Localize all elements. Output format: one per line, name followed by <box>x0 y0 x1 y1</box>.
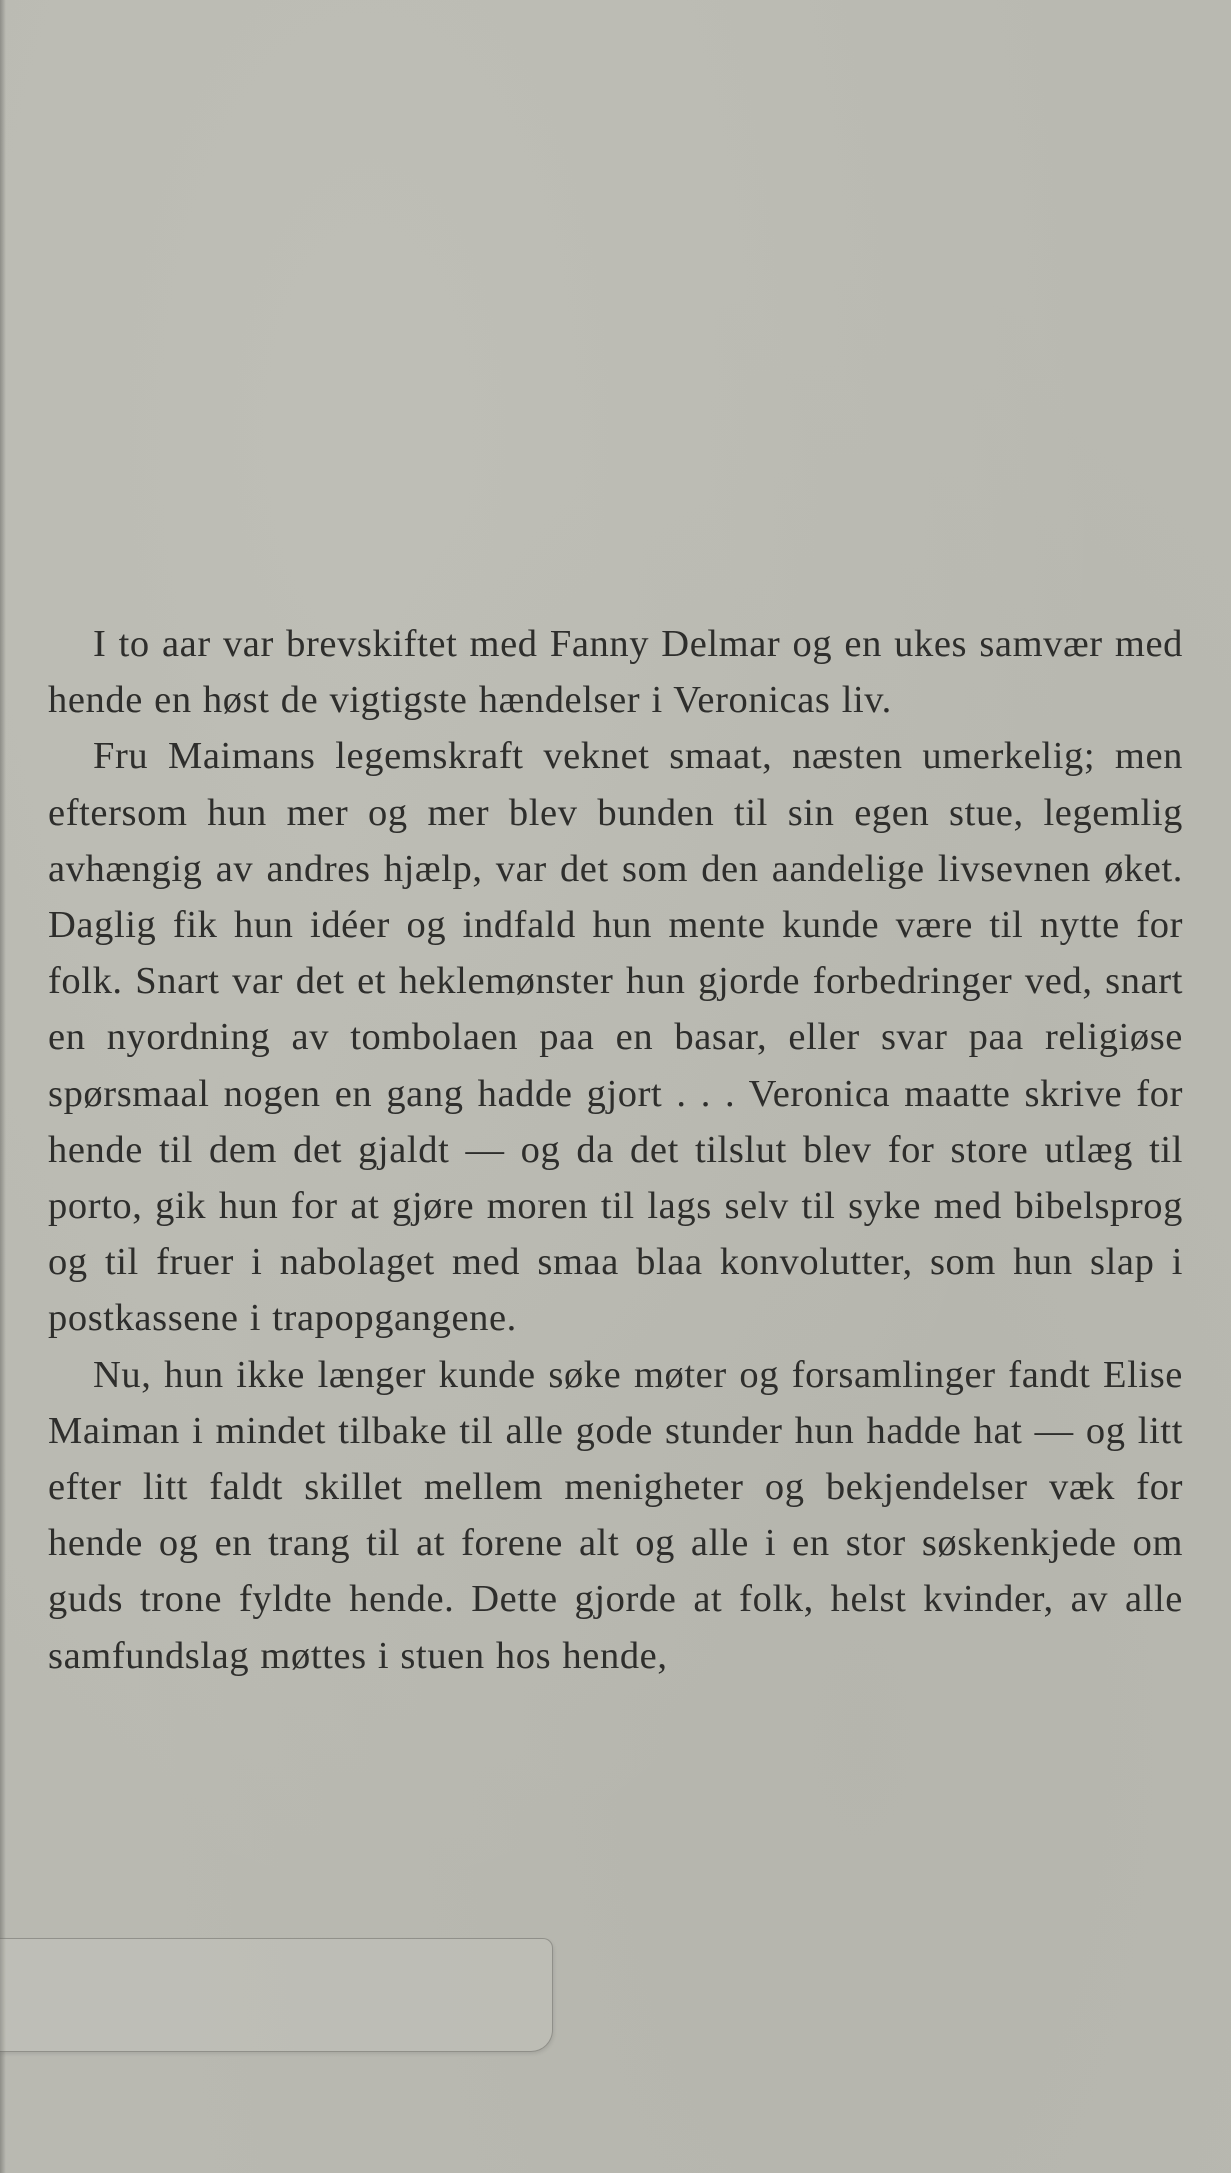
paragraph-1: I to aar var brevskiftet med Fanny Delmar og en ukes samvær med hende en høst de vigtigste hændelser i Veronicas liv. <box>48 623 1183 722</box>
paragraph-2: Fru Maimans legemskraft veknet smaat, næsten umerkelig; men eftersom hun mer og mer blev bunden til sin egen stue, legemlig avhængig av andres hjælp, var det som den aandelige livsevnen øket. Daglig fik hun idéer og indfald hun mente kunde være til nytte for folk. Snart var det et heklemønster hun gjorde forbedringer ved, snart en nyordning av tombolaen paa en basar, eller svar paa religiøse spørsmaal nogen en gang hadde gjort . . . Veronica maatte skrive for hende til dem det gjaldt — og da det tilslut blev for store utlæg til porto, gik hun for at gjøre moren til lags selv til syke med bibelsprog og til fruer i nabolaget med smaa blaa konvolutter, som hun slap i postkassene i trapopgangene. <box>48 735 1183 1340</box>
page-binding-edge <box>0 0 6 2173</box>
paragraph-3: Nu, hun ikke længer kunde søke møter og forsamlinger fandt Elise Maiman i mindet tilbake til alle gode stunder hun hadde hat — og litt efter litt faldt skillet mellem menigheter og bekjendelser væk for hende og en trang til at forene alt og alle i en stor søskenkjede om guds trone fyldte hende. Dette gjorde at folk, helst kvinder, av alle samfundslag møttes i stuen hos hende, <box>48 1353 1183 1677</box>
tape-repair-strip <box>0 1938 553 2052</box>
body-text <box>48 616 1183 1684</box>
